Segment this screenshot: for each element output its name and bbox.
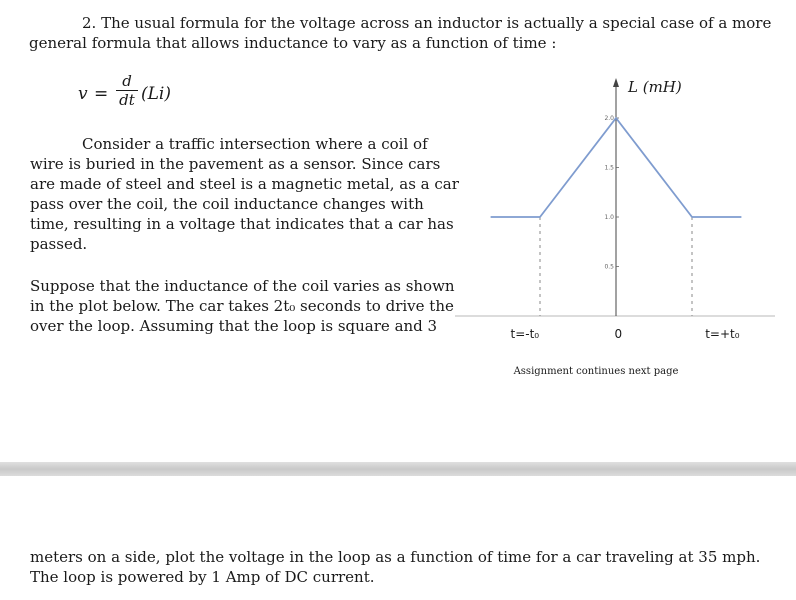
x-tick-label: t=-t₀	[510, 327, 540, 341]
intro-line-2: general formula that allows inductance to vary as a function of time :	[29, 34, 557, 52]
paragraph-line: over the loop. Assuming that the loop is square and 3	[30, 317, 438, 335]
formula-operand: (Li)	[141, 84, 171, 104]
paragraph-line: in the plot below. The car takes 2t₀ seconds to drive the	[30, 297, 454, 315]
formula-numerator: d	[122, 72, 132, 90]
page-separator	[0, 462, 796, 476]
formula-denominator: dt	[119, 91, 135, 109]
formula-equals: =	[94, 84, 109, 104]
paragraph-line: pass over the coil, the coil inductance changes with	[30, 195, 424, 213]
intro-line-1: 2. The usual formula for the voltage across an inductor is actually a special case of a more	[82, 14, 772, 32]
paragraph-line: are made of steel and steel is a magnetic metal, as a car	[30, 175, 459, 193]
paragraph-line: meters on a side, plot the voltage in the loop as a function of time for a car traveling at 35 mph.	[30, 548, 761, 566]
y-tick-label: 1.5	[604, 164, 614, 172]
y-axis-arrow	[613, 78, 619, 87]
paragraph-line: Suppose that the inductance of the coil varies as shown	[30, 277, 455, 295]
continuation-note: Assignment continues next page	[513, 366, 679, 377]
y-axis-label: L (mH)	[628, 78, 682, 96]
formula-lhs: v	[78, 84, 88, 104]
y-tick-label: 0.5	[604, 263, 614, 271]
x-tick-label: t=+t₀	[705, 327, 740, 341]
paragraph-line: The loop is powered by 1 Amp of DC current.	[30, 568, 375, 586]
paragraph-line: wire is buried in the pavement as a sensor. Since cars	[30, 155, 441, 173]
paragraph-line: passed.	[30, 235, 88, 253]
paragraph-line: Consider a traffic intersection where a coil of	[82, 135, 428, 153]
paragraph-continued	[30, 547, 760, 587]
paragraph-line: time, resulting in a voltage that indicates that a car has	[30, 215, 454, 233]
y-tick-label: 2.0	[604, 115, 614, 122]
y-tick-label: 1.0	[604, 214, 614, 221]
x-tick-label: 0	[614, 327, 623, 341]
